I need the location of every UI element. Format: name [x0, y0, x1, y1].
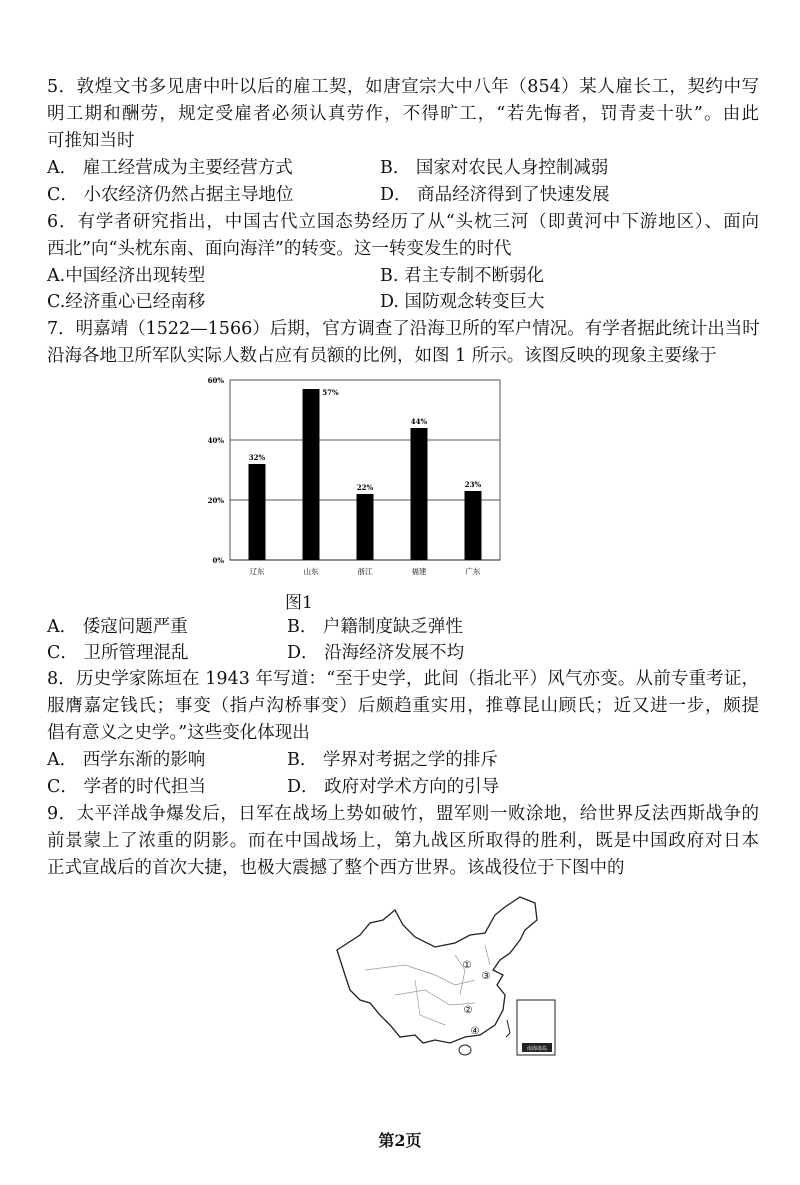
q9-line-2: 前景蒙上了浓重的阴影。而在中国战场上，第九战区所取得的胜利，既是中国政府对日本: [47, 831, 759, 851]
q5-line-3: 可推知当时: [47, 131, 135, 151]
bar: [411, 428, 428, 560]
q5-line-1: 5．敦煌文书多见唐中叶以后的雇工契，如唐宣宗大中八年（854）某人雇长工，契约中写: [47, 77, 759, 97]
q9-line-1: 9．太平洋战争爆发后，日军在战场上势如破竹，盟军则一败涂地，给世界反法西斯战争的: [47, 804, 759, 824]
q8-line-2: 服膺嘉定钱氏；事变（指卢沟桥事变）后颇趋重实用，推尊昆山顾氏；近又进一步，颇提: [47, 696, 759, 716]
data-label: 44%: [410, 417, 428, 426]
bar: [303, 389, 320, 560]
bar: [357, 494, 374, 560]
q5-option-d: D． 商品经济得到了快速发展: [380, 185, 610, 205]
map-hainan: [459, 1045, 471, 1055]
x-tick-label: 福建: [411, 567, 427, 576]
bar-chart: [195, 370, 525, 586]
q7-option-d: D． 沿海经济发展不均: [287, 643, 465, 663]
q7-line-1: 7．明嘉靖（1522—1566）后期，官方调查了沿海卫所的军户情况。有学者据此统计出当时: [47, 319, 760, 339]
map-taiwan: [506, 1020, 510, 1037]
q6-line-1: 6．有学者研究指出，中国古代立国态势经历了从“头枕三河（即黄河中下游地区）、面向: [47, 212, 759, 232]
q5-option-c: C． 小农经济仍然占据主导地位: [47, 185, 294, 205]
page-number: 第2页: [378, 1131, 422, 1150]
map-inset-label: 南海诸岛: [526, 1046, 548, 1052]
y-tick-label: 40%: [207, 436, 224, 445]
data-label: 23%: [464, 480, 482, 489]
q8-option-c: C． 学者的时代担当: [47, 777, 206, 797]
q6-line-2: 西北”向“头枕东南、面向海洋”的转变。这一转变发生的时代: [47, 239, 512, 259]
data-label: 32%: [248, 453, 266, 462]
q6-option-c: C.经济重心已经南移: [47, 292, 206, 312]
q8-option-d: D． 政府对学术方向的引导: [287, 777, 500, 797]
q8-option-a: A． 西学东渐的影响: [47, 750, 206, 770]
x-tick-label: 山东: [303, 567, 319, 576]
q7-option-c: C． 卫所管理混乱: [47, 643, 189, 663]
x-tick-label: 浙江: [357, 567, 373, 576]
map-marker-4: ④: [470, 1026, 480, 1037]
y-tick-label: 60%: [207, 376, 224, 385]
q8-option-b: B． 学界对考据之学的排斥: [287, 750, 498, 770]
map-marker-3: ③: [481, 971, 491, 982]
q5-option-a: A． 雇工经营成为主要经营方式: [47, 158, 293, 178]
y-tick-label: 0%: [212, 556, 224, 565]
data-label: 57%: [322, 388, 339, 397]
y-tick-label: 20%: [207, 496, 224, 505]
china-map: [325, 885, 570, 1070]
q7-line-2: 沿海各地卫所军队实际人数占应有员额的比例，如图 1 所示。该图反映的现象主要缘于: [47, 346, 717, 366]
q7-option-a: A． 倭寇问题严重: [47, 617, 188, 637]
bar: [465, 491, 482, 560]
q5-option-b: B． 国家对农民人身控制减弱: [380, 158, 609, 178]
map-marker-1: ①: [462, 960, 472, 971]
q8-line-1: 8．历史学家陈垣在 1943 年写道：“至于史学，此间（指北平）风气亦变。从前专重考证，: [47, 669, 759, 689]
bar: [249, 464, 266, 560]
q7-option-b: B． 户籍制度缺乏弹性: [287, 617, 463, 637]
q6-option-a: A.中国经济出现转型: [47, 266, 206, 286]
q9-line-3: 正式宣战后的首次大捷，也极大震撼了整个西方世界。该战役位于下图中的: [47, 858, 625, 878]
figure-caption: 图1: [285, 593, 313, 613]
q8-line-3: 倡有意义之史学。”这些变化体现出: [47, 723, 310, 743]
x-tick-label: 辽东: [249, 567, 265, 576]
q6-option-d: D. 国防观念转变巨大: [380, 292, 545, 312]
q5-line-2: 明工期和酬劳，规定受雇者必须认真劳作，不得旷工，“若先悔者，罚青麦十驮”。由此: [47, 104, 759, 124]
data-label: 22%: [356, 483, 374, 492]
q6-option-b: B. 君主专制不断弱化: [380, 266, 544, 286]
x-tick-label: 广东: [465, 567, 481, 576]
map-marker-2: ②: [463, 1005, 473, 1016]
